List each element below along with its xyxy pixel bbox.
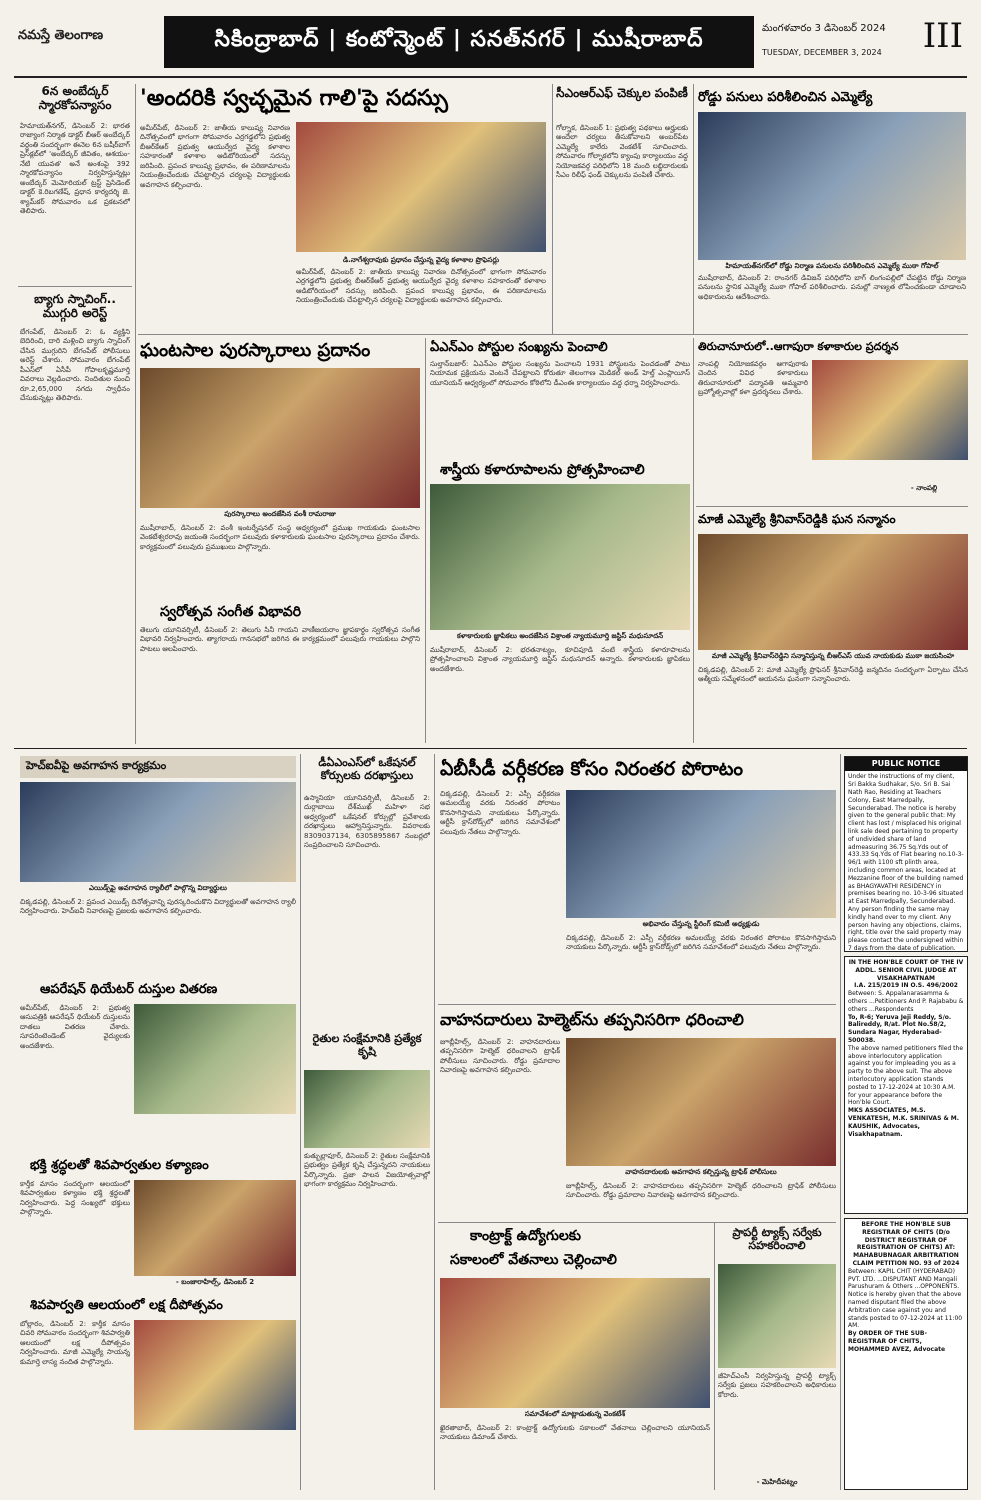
court-notice-case: I.A. 215/2019 IN O.S. 496/2002 xyxy=(854,982,958,990)
helmet-body: జూబ్లీహిల్స్, డిసెంబర్ 2: వాహనదారులు తప్పనిసరిగా హెల్మెట్ ధరించాలని ట్రాఫిక్ పోలీసులు సూచించారు. రోడ్డు ప్రమాదాల నివారణపై అవగాహన కల్పించారు. xyxy=(440,1038,560,1075)
kalakarula-headline: తిరుచానూరులో..ఆగాపురా కళాకారుల ప్రదర్శన xyxy=(698,340,899,353)
ghantasala-caption: పురస్కారాలు అందజేసిన వంశీ రామరాజు xyxy=(224,510,336,518)
ambedkar-body: హిమాయత్‌నగర్, డిసెంబర్ 2: భారత రాజ్యాంగ నిర్మాత డాక్టర్ బీఆర్ అంబేద్కర్ వర్ధంతి సందర్భంగా ఈనెల 6న బషీర్‌బాగ్ ప్రెస్‌క్లబ్‌లో 'అంబేద్కర్ జీవితం, ఆశయం-నేటి యువత' అనే అంశంపై 392 స్మారకోపన్యాసం నిర్వహిస్తున్నట్లు అంబేద్కర్ మెమోరియల్ ట్రస్ట్ ప్రెసిడెంట్ డాక్టర్ కె.రిబగణేష్, ప్రధాన కార్యదర్శి జె. శ్యామ్‌కర్ సోమవారం ఒక ప్రకటనలో తెలిపారు. xyxy=(20,122,130,215)
kalyanam-body: కార్తీక మాసం సందర్భంగా ఆలయంలో శివపార్వతుల కళ్యాణం భక్తి శ్రద్ధలతో నిర్వహించారు. పెద్ద సంఖ్యలో భక్తులు పాల్గొన్నారు. xyxy=(20,1180,130,1217)
edition-title: సికింద్రాబాద్ | కంటోన్మెంట్ | సనత్‌నగర్ | ముషీరాబాద్ xyxy=(164,16,754,68)
srinivas-reddy-caption: మాజీ ఎమ్మెల్యే శ్రీనివాస్‌రెడ్డిని సన్మానిస్తున్న బీఆర్‌ఎస్ యువ నాయకుడు ముఠా జయసింహ xyxy=(711,652,955,660)
operation-theatre-photo xyxy=(134,1004,296,1114)
swarotsav-headline: స్వరోత్సవ సంగీత విభావరి xyxy=(160,604,301,620)
property-tax-headline: ప్రాపర్టీ ట్యాక్స్ సర్వేకు సహకరించాలి xyxy=(732,1226,822,1253)
ghantasala-body: ముషీరాబాద్, డిసెంబర్ 2: వంశీ ఇంటర్నేషనల్ సంస్థ ఆధ్వర్యంలో ప్రముఖ గాయకుడు ఘంటసాల వెంకటేశ్వరరావు జయంతి సందర్భంగా పలువురు కళాకారులకు ఘంటసాల పురస్కారాలు ప్రదానం చేశారు. కార్యక్రమంలో పలువురు ప్రముఖులు పాల్గొన్నారు. xyxy=(140,524,420,551)
deepotsavam-photo xyxy=(134,1320,296,1430)
property-tax-body: జీహెచ్‌ఎంసీ నిర్వహిస్తున్న ప్రాపర్టీ ట్యాక్స్ సర్వేకు ప్రజలు సహకరించాలని అధికారులు కోరారు. xyxy=(718,1372,836,1399)
classical-headline: శాస్త్రీయ కళారూపాలను ప్రోత్సహించాలి xyxy=(440,462,645,478)
helmet-body-2: జూబ్లీహిల్స్, డిసెంబర్ 2: వాహనదారులు తప్పనిసరిగా హెల్మెట్ ధరించాలని ట్రాఫిక్ పోలీసులు సూచించారు. రోడ్డు ప్రమాదాల నివారణపై అవగాహన కల్పించారు. xyxy=(566,1182,836,1200)
bag-snatching-body: బేగంపేట్, డిసెంబర్ 2: ఓ వ్యక్తిని బెదిరించి, దారి మళ్లించి బ్యాగు స్నాచింగ్ చేసిన ముగ్గురిని బేగంపేట్ పోలీసులు అరెస్ట్ చేశారు. సోమవారం బేగంపేట్ పీఎస్‌లో ఏసీపీ గోపాలకృష్ణమూర్తి వివరాలు వెల్లడించారు. నిందితుల నుంచి రూ.2,65,000 నగదు స్వాధీనం చేసుకున్నట్లు తెలిపారు. xyxy=(20,328,130,403)
court-notice-parties: Between: S. Appalanarasamma & others ...Petitioners And P. Rajababu & others ...Respondents xyxy=(848,990,964,1013)
srinivas-reddy-photo xyxy=(698,534,968,650)
kalakarula-photo xyxy=(812,360,968,460)
srinivas-reddy-body: చిక్కడపల్లి, డిసెంబర్ 2: మాజీ ఎమ్మెల్యే ప్రొఫెసర్ శ్రీనివాస్‌రెడ్డి జన్మదినం సందర్భంగా ఏర్పాటు చేసిన ఆత్మీయ సమ్మేళనంలో ఆయనను ఘనంగా సన్మానించారు. xyxy=(698,666,968,684)
chits-notice-sign: By ORDER OF THE SUB-REGISTRAR OF CHITS, MOHAMMED AVEZ, Advocate xyxy=(848,1330,946,1353)
operation-theatre-body: అమీర్‌పేట్, డిసెంబర్ 2: ప్రభుత్వ ఆసుపత్రికి ఆపరేషన్ థియేటర్ దుస్తులను దాతలు వితరణ చేశారు. సూపరింటెండెంట్ వైద్యులకు అందజేశారు. xyxy=(20,1004,130,1050)
public-notice-body: Under the instructions of my client, Sri Bakka Sudhakar, S/o. Sri B. Sai Nath Rao, Residing at Teachers Colony, East Marredpally, Secunderabad. The notice is hereby given to the general public that: My client has lost / misplaced his original link sale deed pertaining to property of undivided share of land admeasuring 36.75 Sq.Yds out of 433.33 Sq.Yds of Flat bearing no.10-3-96/1 with 1100 sft plinth area, including common areas, located at Mezzanine floor of the building named as BHAGYAVATHI RESIDENCY in premises bearing no. 10-3-96 situated at East Marredpally, Secunderabad. Any person finding the same may kindly hand over to my client. Any person having any objections, claims, right, title over the said property may please contact the undersigned within 7 days from the date of publication. xyxy=(848,773,964,952)
deepotsavam-headline: శివపార్వతి ఆలయంలో లక్ష దీపోత్సవం xyxy=(30,1298,223,1313)
diploma-headline: డీఏఎంఎస్‌లో ఒకేషనల్ కోర్సులకు దరఖాస్తులు xyxy=(318,756,416,783)
court-notice-to: To, R-6; Yeruva Jeji Reddy, S/o. Balireddy, R/at. Plot No.58/2, Sundara Nagar, Hyderabad-500038. xyxy=(848,1013,952,1044)
chits-notice-title: BEFORE THE HON'BLE SUB REGISTRAR OF CHITS (D/o DISTRICT REGISTRAR OF REGISTRATION OF CHITS) AT: MAHABUBNAGAR ARBITRATION CLAIM PETITION NO. 93 of 2024 xyxy=(852,1221,960,1267)
cmrf-headline: సీఎంఆర్‌ఎఫ్ చెక్కుల పంపిణీ xyxy=(556,86,688,100)
date-telugu: మంగళవారం 3 డిసెంబర్ 2024 xyxy=(762,23,886,34)
contract-photo xyxy=(440,1278,710,1408)
raithu-body: కుత్బుల్లాపూర్, డిసెంబర్ 2: రైతుల సంక్షేమానికి ప్రభుత్వం ప్రత్యేక కృషి చేస్తున్నదని నాయకులు పేర్కొన్నారు. ప్రజా పాలన విజయోత్సవాల్లో భాగంగా కార్యక్రమం నిర్వహించారు. xyxy=(304,1152,430,1189)
raithu-headline: రైతుల సంక్షేమానికి ప్రత్యేక కృషి xyxy=(312,1032,422,1059)
abcd-caption: అభివాదం చేస్తున్న స్టీరింగ్ కమిటీ అధ్యక్షుడు xyxy=(642,920,760,928)
contract-caption: సమావేశంలో మాట్లాడుతున్న వెంకటేశ్ xyxy=(524,1410,626,1418)
deepotsavam-body: బోల్లారం, డిసెంబర్ 2: కార్తీక మాసం చివరి సోమవారం సందర్భంగా శివపార్వతి ఆలయంలో లక్ష దీపోత్సవం నిర్వహించారు. మాజీ ఎమ్మెల్యే సాయన్న కుమార్తె లాస్య నందిత పాల్గొన్నారు. xyxy=(20,1320,130,1366)
anm-headline: ఏఎన్‌ఎం పోస్టుల సంఖ్యను పెంచాలి xyxy=(430,340,608,355)
helmet-headline: వాహనదారులు హెల్మెట్‌ను తప్పనిసరిగా ధరించాలి xyxy=(440,1010,744,1029)
helmet-caption: వాహనదారులకు అవగాహన కల్పిస్తున్న ట్రాఫిక్ పోలీసులు xyxy=(625,1168,777,1176)
abcd-body-2: చిక్కడపల్లి, డిసెంబర్ 2: ఎస్సీ వర్గీకరణ అమలయ్యే వరకు నిరంతర పోరాటం కొనసాగిస్తామని నాయకులు పేర్కొన్నారు. ఆర్టీసీ క్రాస్‌రోడ్స్‌లో జరిగిన సమావేశంలో పలువురు నేతలు పాల్గొన్నారు. xyxy=(566,934,836,952)
hiv-headline: హెచ్‌ఐవీపై అవగాహన కార్యక్రమం xyxy=(20,756,296,778)
contract-headline-1: కాంట్రాక్ట్ ఉద్యోగులకు xyxy=(470,1228,581,1244)
hiv-body: చిక్కడపల్లి, డిసెంబర్ 2: ప్రపంచ ఎయిడ్స్ దినోత్సవాన్ని పురస్కరించుకొని విద్యార్థులతో అవగాహన ర్యాలీ నిర్వహించారు. హెచ్‌ఐవీ నివారణపై ప్రజలకు అవగాహన కల్పించారు. xyxy=(20,898,296,916)
diploma-body: ఉస్మానియా యూనివర్సిటీ, డిసెంబర్ 2: దుర్గాబాయి దేశ్‌ముఖ్ మహిళా సభ ఆధ్వర్యంలో ఒకేషనల్ కోర్సుల్లో ప్రవేశాలకు దరఖాస్తులు ఆహ్వానిస్తున్నారు. వివరాలకు 8309037134, 6305895867 నంబర్లలో సంప్రదించాలని సూచించారు. xyxy=(304,794,430,850)
swarotsav-body: తెలుగు యూనివర్సిటీ, డిసెంబర్ 2: తెలుగు సినీ గాయని వాణీజయరాం జ్ఞాపకార్థం స్వరోత్సవ సంగీత విభావరి నిర్వహించారు. త్యాగరాయ గానసభలో జరిగిన ఈ కార్యక్రమంలో పలువురు గాయకులు పాల్గొని పాటలు ఆలపించారు. xyxy=(140,626,420,653)
bag-snatching-headline: బ్యాగు స్నాచింగ్.. ముగ్గురి అరెస్ట్ xyxy=(34,292,116,321)
roads-body: ముషీరాబాద్, డిసెంబర్ 2: రాంనగర్ డివిజన్ పరిధిలోని బాగ్ లింగంపల్లిలో చేపట్టిన రోడ్డు నిర్మాణ పనులను స్థానిక ఎమ్మెల్యే ముఠా గోపాల్ పరిశీలించారు. పనుల్లో నాణ్యత లోపించకుండా చూడాలని అధికారులను ఆదేశించారు. xyxy=(698,274,966,301)
newspaper-brand: నమస్తే తెలంగాణ xyxy=(18,28,104,43)
clean-air-caption: డి.నాగేశ్వరావుకు ప్రధానం చేస్తున్న వైద్య కళాశాల ప్రొఫెసర్లు xyxy=(342,256,500,264)
court-notice-title: IN THE HON'BLE COURT OF THE IV ADDL. SENIOR CIVIL JUDGE AT VISAKHAPATNAM xyxy=(848,959,964,982)
operation-theatre-headline: ఆపరేషన్ థియేటర్ దుస్తుల వితరణ xyxy=(40,982,218,997)
masthead-rule xyxy=(14,76,967,78)
anm-body: సుల్తాన్‌బజార్: ఏఎన్‌ఎం పోస్టుల సంఖ్యను పెంచాలని 1931 పోస్టులను పెంచడంతో పాటు నియామక ప్రక్రియను వెంటనే చేపట్టాలని కోరుతూ తెలంగాణ మెడికల్ అండ్ హెల్త్ ఎంప్లాయీస్ యూనియన్ ఆధ్వర్యంలో సోమవారం కోఠిలోని డీఎంఈ కార్యాలయం వద్ద ధర్నా నిర్వహించారు. xyxy=(430,360,690,387)
raithu-photo xyxy=(304,1070,430,1148)
masthead xyxy=(14,10,967,72)
clean-air-body: అమీర్‌పేట్, డిసెంబర్ 2: జాతీయ కాలుష్య నివారణ దినోత్సవంలో భాగంగా సోమవారం ఎర్రగడ్డలోని ప్రభుత్వ బీఆర్‌కేఆర్ ప్రభుత్వ ఆయుర్వేద వైద్య కళాశాల సహకారంతో కళాశాల ఆడిటోరియంలో సదస్సు జరిపింది. ప్రపంచ కాలుష్య ప్రభావం, ఈ పరిణామాలను నియంత్రించేందుకు చేపట్టాల్సిన చర్యలపై విద్యార్థులకు అవగాహన కల్పించారు. xyxy=(140,124,290,189)
page-number: III xyxy=(922,16,963,56)
abcd-photo xyxy=(566,790,836,918)
classical-photo xyxy=(430,484,690,630)
ambedkar-headline: 6న అంబేద్కర్ స్మారకోపన్యాసం xyxy=(38,84,112,113)
date-english: TUESDAY, DECEMBER 3, 2024 xyxy=(762,48,882,57)
clean-air-headline: 'అందరికి స్వచ్ఛమైన గాలి'పై సదస్సు xyxy=(140,86,448,111)
clean-air-body-2: అమీర్‌పేట్, డిసెంబర్ 2: జాతీయ కాలుష్య నివారణ దినోత్సవంలో భాగంగా సోమవారం ఎర్రగడ్డలోని ప్రభుత్వ బీఆర్‌కేఆర్ ప్రభుత్వ ఆయుర్వేద వైద్య కళాశాల సహకారంతో కళాశాల ఆడిటోరియంలో సదస్సు జరిపింది. ప్రపంచ కాలుష్య ప్రభావం, ఈ పరిణామాలను నియంత్రించేందుకు చేపట్టాల్సిన చర్యలపై విద్యార్థులకు అవగాహన కల్పించారు. xyxy=(296,268,546,305)
srinivas-reddy-headline: మాజీ ఎమ్మెల్యే శ్రీనివాస్‌రెడ్డికి ఘన సన్మానం xyxy=(698,512,896,526)
kalakarula-credit: - నాంపల్లి xyxy=(910,484,938,492)
kalyanam-headline: భక్తి శ్రద్ధలతో శివపార్వతుల కళ్యాణం xyxy=(30,1158,209,1173)
court-notice-sign: MKS ASSOCIATES, M.S. VENKATESH, M.K. SRINIVAS & M. KAUSHIK, Advocates, Visakhapatnam. xyxy=(848,1107,960,1138)
abcd-body: చిక్కడపల్లి, డిసెంబర్ 2: ఎస్సీ వర్గీకరణ అమలయ్యే వరకు నిరంతర పోరాటం కొనసాగిస్తామని నాయకులు పేర్కొన్నారు. ఆర్టీసీ క్రాస్‌రోడ్స్‌లో జరిగిన సమావేశంలో పలువురు నేతలు పాల్గొన్నారు. xyxy=(440,790,560,836)
kalyanam-photo xyxy=(134,1180,296,1276)
court-notice-body: The above named petitioners filed the above interlocutory application against you for impleading you as a party to the above suit. The above interlocutory application stands posted to 17-12-2024 at 10:30 A.M. for your appearance before the Hon'ble Court. xyxy=(848,1044,964,1107)
clean-air-photo xyxy=(296,122,546,252)
abcd-headline: ఏబీసీడీ వర్గీకరణ కోసం నిరంతర పోరాటం xyxy=(440,758,744,780)
kalakarula-body: నాంపల్లి నియోజకవర్గం ఆగాపురాకు చెందిన వివిధ కళాకారులు తిరుచానూరులో పద్మావతి అమ్మవారి బ్రహ్మోత్సవాల్లో కళా ప్రదర్శనలు చేశారు. xyxy=(698,360,808,397)
property-tax-photo xyxy=(718,1264,836,1368)
hiv-caption: ఎయిడ్స్‌పై అవగాహన ర్యాలీలో పాల్గొన్న విద్యార్థులు xyxy=(89,884,227,892)
ghantasala-photo xyxy=(140,368,420,508)
chits-notice-body: Between: KAPIL CHIT (HYDERABAD) PVT. LTD. ...DISPUTANT AND Mangali Parushuram & Others ...OPPONENTS. Notice is hereby given that the above named disputant filed the above Arbitration case against you and stands posted to 07-12-2024 at 11:00 AM. xyxy=(848,1267,963,1330)
classical-caption: కళాకారులకు జ్ఞాపికలు అందజేసిన విశ్రాంత న్యాయమూర్తి జస్టిస్ మధుసూదన్ xyxy=(456,632,664,640)
roads-photo xyxy=(698,112,966,260)
ghantasala-headline: ఘంటసాల పురస్కారాలు ప్రదానం xyxy=(140,340,371,361)
chits-notice xyxy=(844,1218,968,1490)
public-notice-title: PUBLIC NOTICE xyxy=(845,757,967,771)
public-notice xyxy=(844,756,968,952)
roads-headline: రోడ్డు పనులు పరిశీలించిన ఎమ్మెల్యే xyxy=(698,90,873,105)
contract-headline-2: సకాలంలో వేతనాలు చెల్లించాలి xyxy=(450,1252,617,1268)
property-tax-credit: - మెహిదీపట్నం xyxy=(756,1478,798,1486)
classical-body: ముషీరాబాద్, డిసెంబర్ 2: భరతనాట్యం, కూచిపూడి వంటి శాస్త్రీయ కళారూపాలను ప్రోత్సహించాలని విశ్రాంత న్యాయమూర్తి జస్టిస్ మధుసూదన్ అన్నారు. కళాకారులకు జ్ఞాపికలు అందజేశారు. xyxy=(430,646,690,673)
court-notice xyxy=(844,956,968,1214)
roads-caption: హిమాయత్‌నగర్‌లో రోడ్డు నిర్మాణ పనులను పరిశీలించిన ఎమ్మెల్యే ముఠా గోపాల్ xyxy=(725,262,939,270)
helmet-photo xyxy=(566,1038,836,1166)
contract-body: ఖైరతాబాద్, డిసెంబర్ 2: కాంట్రాక్ట్ ఉద్యోగులకు సకాలంలో వేతనాలు చెల్లించాలని యూనియన్ నాయకులు డిమాండ్ చేశారు. xyxy=(440,1424,710,1442)
cmrf-body: గోల్నాక, డిసెంబర్ 1: ప్రభుత్వ పథకాలు అర్హులకు అందేలా చర్యలు తీసుకోవాలని అంబర్‌పేట ఎమ్మెల్యే కాలేరు వెంకటేశ్ సూచించారు. సోమవారం గోల్నాకలోని క్యాంపు కార్యాలయం వద్ద నియోజకవర్గ పరిధిలోని 18 మంది లబ్ధిదారులకు సీఎం రిలీఫ్ ఫండ్ చెక్కులను పంపిణీ చేశారు. xyxy=(556,124,688,180)
kalyanam-credit: - బంజారాహిల్స్, డిసెంబర్ 2 xyxy=(175,1278,255,1286)
hiv-photo xyxy=(20,782,296,882)
